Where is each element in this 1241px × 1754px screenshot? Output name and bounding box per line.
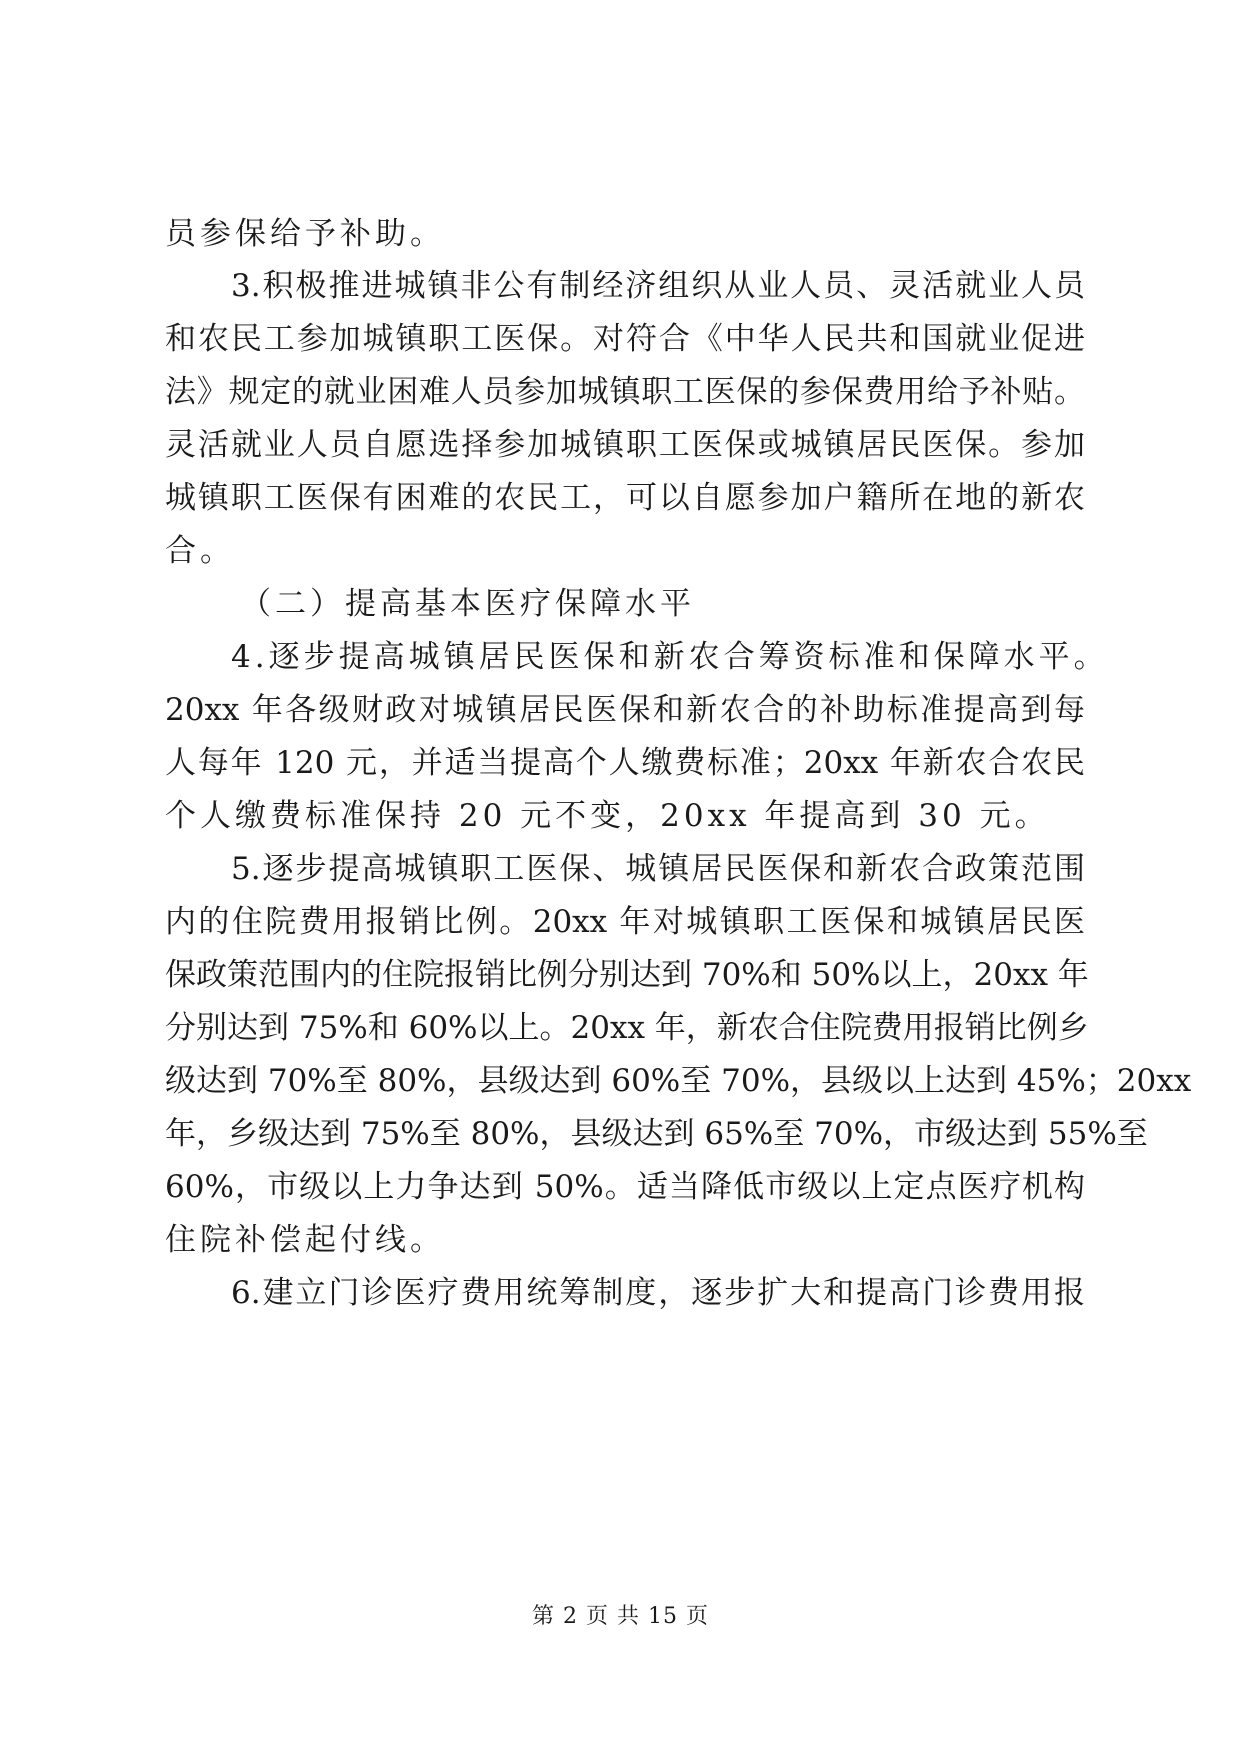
text-line: 5.逐步提高城镇职工医保、城镇居民医保和新农合政策范围 — [231, 851, 1085, 887]
text-line: 法》规定的就业困难人员参加城镇职工医保的参保费用给予补贴。 — [165, 374, 1085, 410]
text-line: 员参保给予补助。 — [165, 216, 445, 252]
page-footer: 第 2 页 共 15 页 — [532, 1604, 709, 1629]
text-line: 分别达到 75%和 60%以上。20xx 年，新农合住院费用报销比例乡 — [165, 1010, 1089, 1046]
text-line: 内的住院费用报销比例。20xx 年对城镇职工医保和城镇居民医 — [165, 904, 1085, 940]
text-line: 3.积极推进城镇非公有制经济组织从业人员、灵活就业人员 — [231, 268, 1085, 304]
text-line: 合。 — [165, 533, 235, 569]
text-line: 60%，市级以上力争达到 50%。适当降低市级以上定点医疗机构 — [165, 1169, 1085, 1205]
text-line: 年，乡级达到 75%至 80%，县级达到 65%至 70%，市级达到 55%至 — [165, 1116, 1148, 1152]
text-line: 灵活就业人员自愿选择参加城镇职工医保或城镇居民医保。参加 — [165, 427, 1085, 463]
text-line: 和农民工参加城镇职工医保。对符合《中华人民共和国就业促进 — [165, 321, 1085, 357]
text-line: 保政策范围内的住院报销比例分别达到 70%和 50%以上，20xx 年 — [165, 957, 1089, 993]
text-line: 住院补偿起付线。 — [165, 1222, 445, 1258]
text-line: 级达到 70%至 80%，县级达到 60%至 70%，县级以上达到 45%；20xx — [165, 1063, 1192, 1099]
text-line: 个人缴费标准保持 20 元不变，20xx 年提高到 30 元。 — [165, 798, 1050, 834]
section-heading: （二）提高基本医疗保障水平 — [240, 586, 695, 622]
text-line: 6.建立门诊医疗费用统筹制度，逐步扩大和提高门诊费用报 — [231, 1275, 1085, 1311]
text-line: 人每年 120 元，并适当提高个人缴费标准；20xx 年新农合农民 — [165, 745, 1085, 781]
text-line: 4.逐步提高城镇居民医保和新农合筹资标准和保障水平。 — [231, 639, 1109, 675]
text-line: 城镇职工医保有困难的农民工，可以自愿参加户籍所在地的新农 — [165, 480, 1085, 516]
text-line: 20xx 年各级财政对城镇居民医保和新农合的补助标准提高到每 — [165, 692, 1085, 728]
